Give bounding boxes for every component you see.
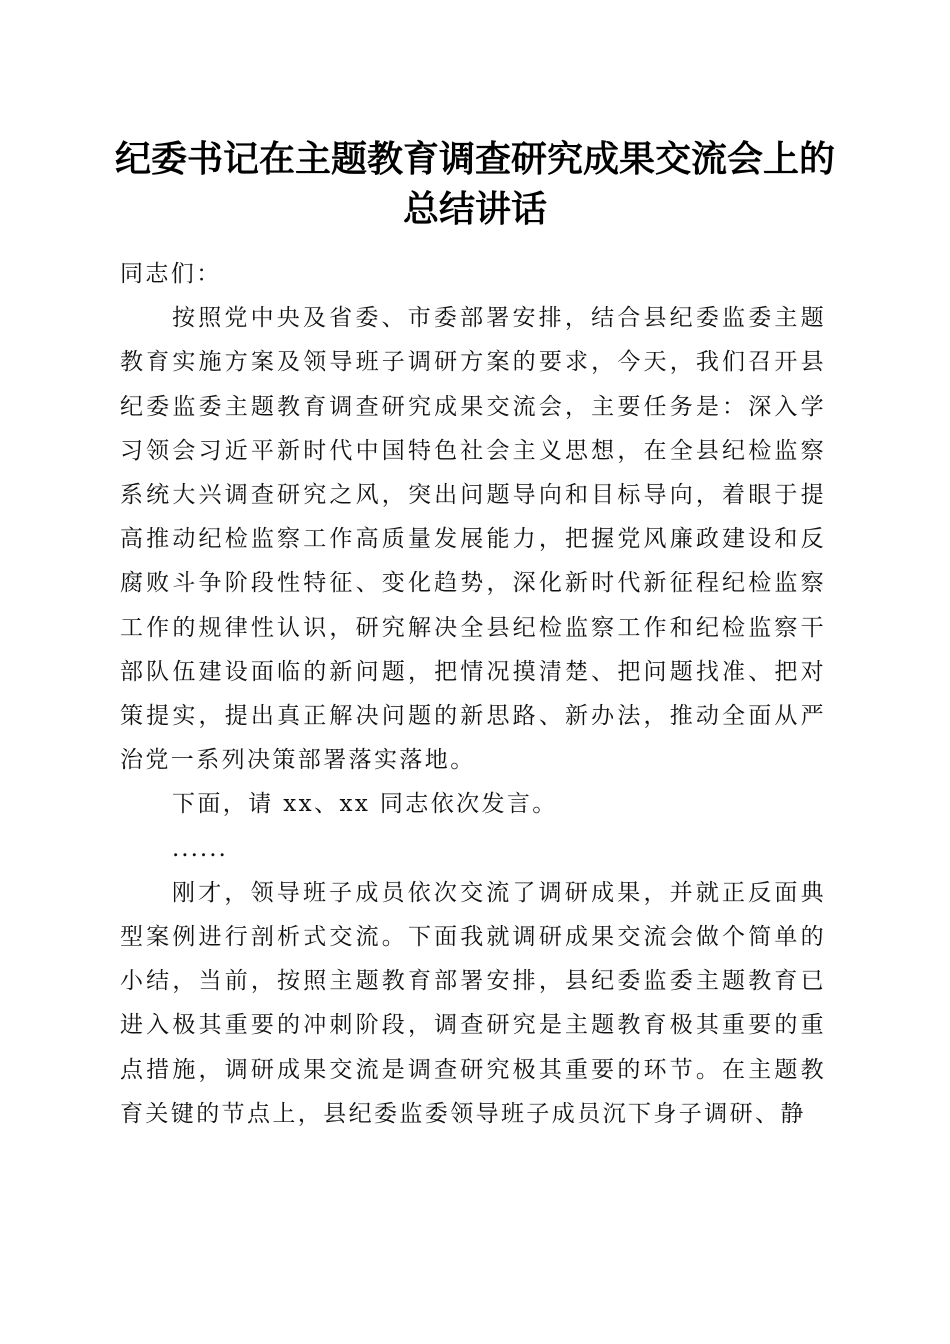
title-line-2: 总结讲话: [402, 188, 547, 230]
document-body: [120, 252, 826, 1136]
paragraph-opening: 按照党中央及省委、市委部署安排，结合县纪委监委主题教育实施方案及领导班子调研方案的要求，今天，我们召开县纪委监委主题教育调查研究成果交流会，主要任务是：深入学习领会习近平新时代中国特色社会主义思想，在全县纪检监察系统大兴调查研究之风，突出问题导向和目标导向，着眼于提高推动纪检监察工作高质量发展能力，把握党风廉政建设和反腐败斗争阶段性特征、变化趋势，深化新时代新征程纪检监察工作的规律性认识，研究解决全县纪检监察工作和纪检监察干部队伍建设面临的新问题，把情况摸清楚、把问题找准、把对策提实，提出真正解决问题的新思路、新办法，推动全面从严治党一系列决策部署落实落地。: [120, 305, 826, 774]
document-title: [100, 134, 850, 234]
paragraph-speakers: 下面，请 xx、xx 同志依次发言。: [172, 791, 558, 818]
title-line-1: 纪委书记在主题教育调查研究成果交流会上的: [114, 138, 835, 180]
salutation: 同志们：: [120, 261, 222, 287]
paragraph-ellipsis: ......: [172, 835, 228, 862]
paragraph-summary: 刚才，领导班子成员依次交流了调研成果，并就正反面典型案例进行剖析式交流。下面我就调研成果交流会做个简单的小结，当前，按照主题教育部署安排，县纪委监委主题教育已进入极其重要的冲刺阶段，调查研究是主题教育极其重要的重点措施，调研成果交流是调查研究极其重要的环节。在主题教育关键的节点上，县纪委监委领导班子成员沉下身子调研、静: [120, 879, 826, 1127]
